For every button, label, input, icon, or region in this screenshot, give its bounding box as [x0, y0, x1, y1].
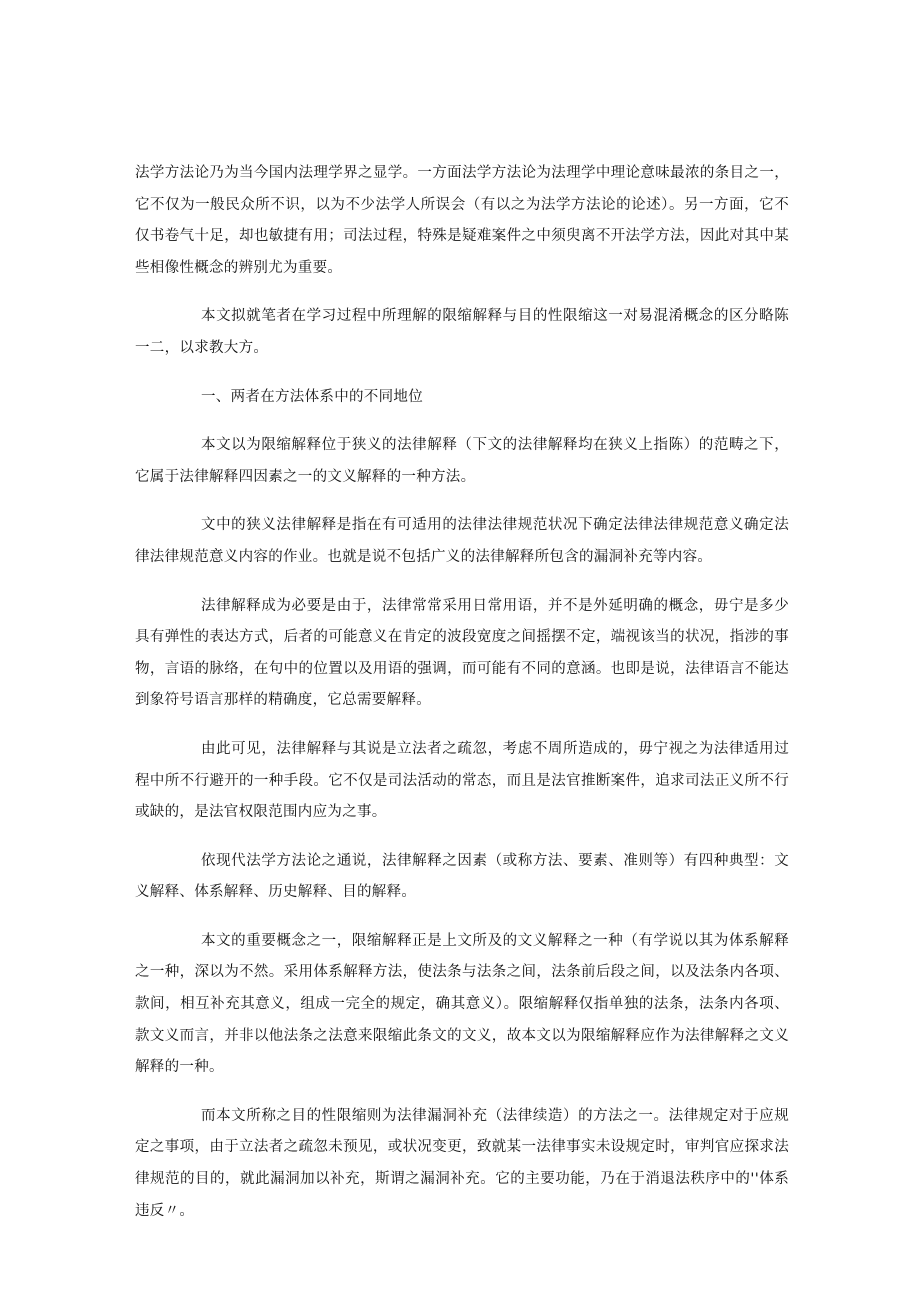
paragraph-four-methods: 依现代法学方法论之通说，法律解释之因素（或称方法、要素、准则等）有四种典型：文义解释、体系解释、历史解释、目的解释。	[135, 852, 789, 901]
paragraph-intro: 法学方法论乃为当今国内法理学界之显学。一方面法学方法论为法理学中理论意味最浓的条目之一，它不仅为一般民众所不识，以为不少法学人所误会（有以之为法学方法论的论述）。另一方面，它不仅书卷气十足，却也敏捷有用；司法过程，特殊是疑难案件之中须臾离不开法学方法，因此对其中某些相像性概念的辨别尤为重要。	[135, 165, 789, 276]
document-body	[135, 158, 789, 1244]
section-heading-1: 一、两者在方法体系中的不同地位	[201, 388, 423, 405]
paragraph-key-concept: 本文的重要概念之一，限缩解释正是上文所及的文义解释之一种（有学说以其为体系解释之一种，深以为不然。采用体系解释方法，使法条与法条之间，法条前后段之间，以及法条内各项、款间，相互补充其意义，组成一完全的规定，确其意义）。限缩解释仅指单独的法条，法条内各项、款文义而言，并非以他法条之法意来限缩此条文的文义，故本文以为限缩解释应作为法律解释之文义解释的一种。	[135, 932, 789, 1076]
paragraph-need-for-interpretation: 法律解释成为必要是由于，法律常常采用日常用语，并不是外延明确的概念，毋宁是多少具有弹性的表达方式，后者的可能意义在肯定的波段宽度之间摇摆不定，端视该当的状况，指涉的事物，言语的脉络，在句中的位置以及用语的强调，而可能有不同的意涵。也即是说，法律语言不能达到象符号语言那样的精确度，它总需要解释。	[135, 597, 789, 709]
paragraph-interpretation-means: 由此可见，法律解释与其说是立法者之疏忽，考虑不周所造成的，毋宁视之为法律适用过程中所不行避开的一种手段。它不仅是司法活动的常态，而且是法官推断案件，追求司法正义所不行或缺的，是法官权限范围内应为之事。	[135, 740, 789, 821]
paragraph-restrictive-interpretation: 本文以为限缩解释位于狭义的法律解释（下文的法律解释均在狭义上指陈）的范畴之下，它属于法律解释四因素之一的文义解释的一种方法。	[135, 437, 789, 485]
paragraph-narrow-interpretation: 文中的狭义法律解释是指在有可适用的法律法律规范状况下确定法律法律规范意义确定法律法律规范意义内容的作业。也就是说不包括广义的法律解释所包含的漏洞补充等内容。	[135, 517, 789, 565]
paragraph-teleological-reduction: 而本文所称之目的性限缩则为法律漏洞补充（法律续造）的方法之一。法律规定对于应规定之事项，由于立法者之疏忽未预见，或状况变更，致就某一法律事实未设规定时，审判官应探求法律规范的目的，就此漏洞加以补充，斯谓之漏洞补充。它的主要功能，乃在于消退法秩序中的''体系违反〃。	[135, 1107, 789, 1219]
paragraph-purpose: 本文拟就笔者在学习过程中所理解的限缩解释与目的性限缩这一对易混淆概念的区分略陈一二，以求教大方。	[135, 308, 789, 356]
